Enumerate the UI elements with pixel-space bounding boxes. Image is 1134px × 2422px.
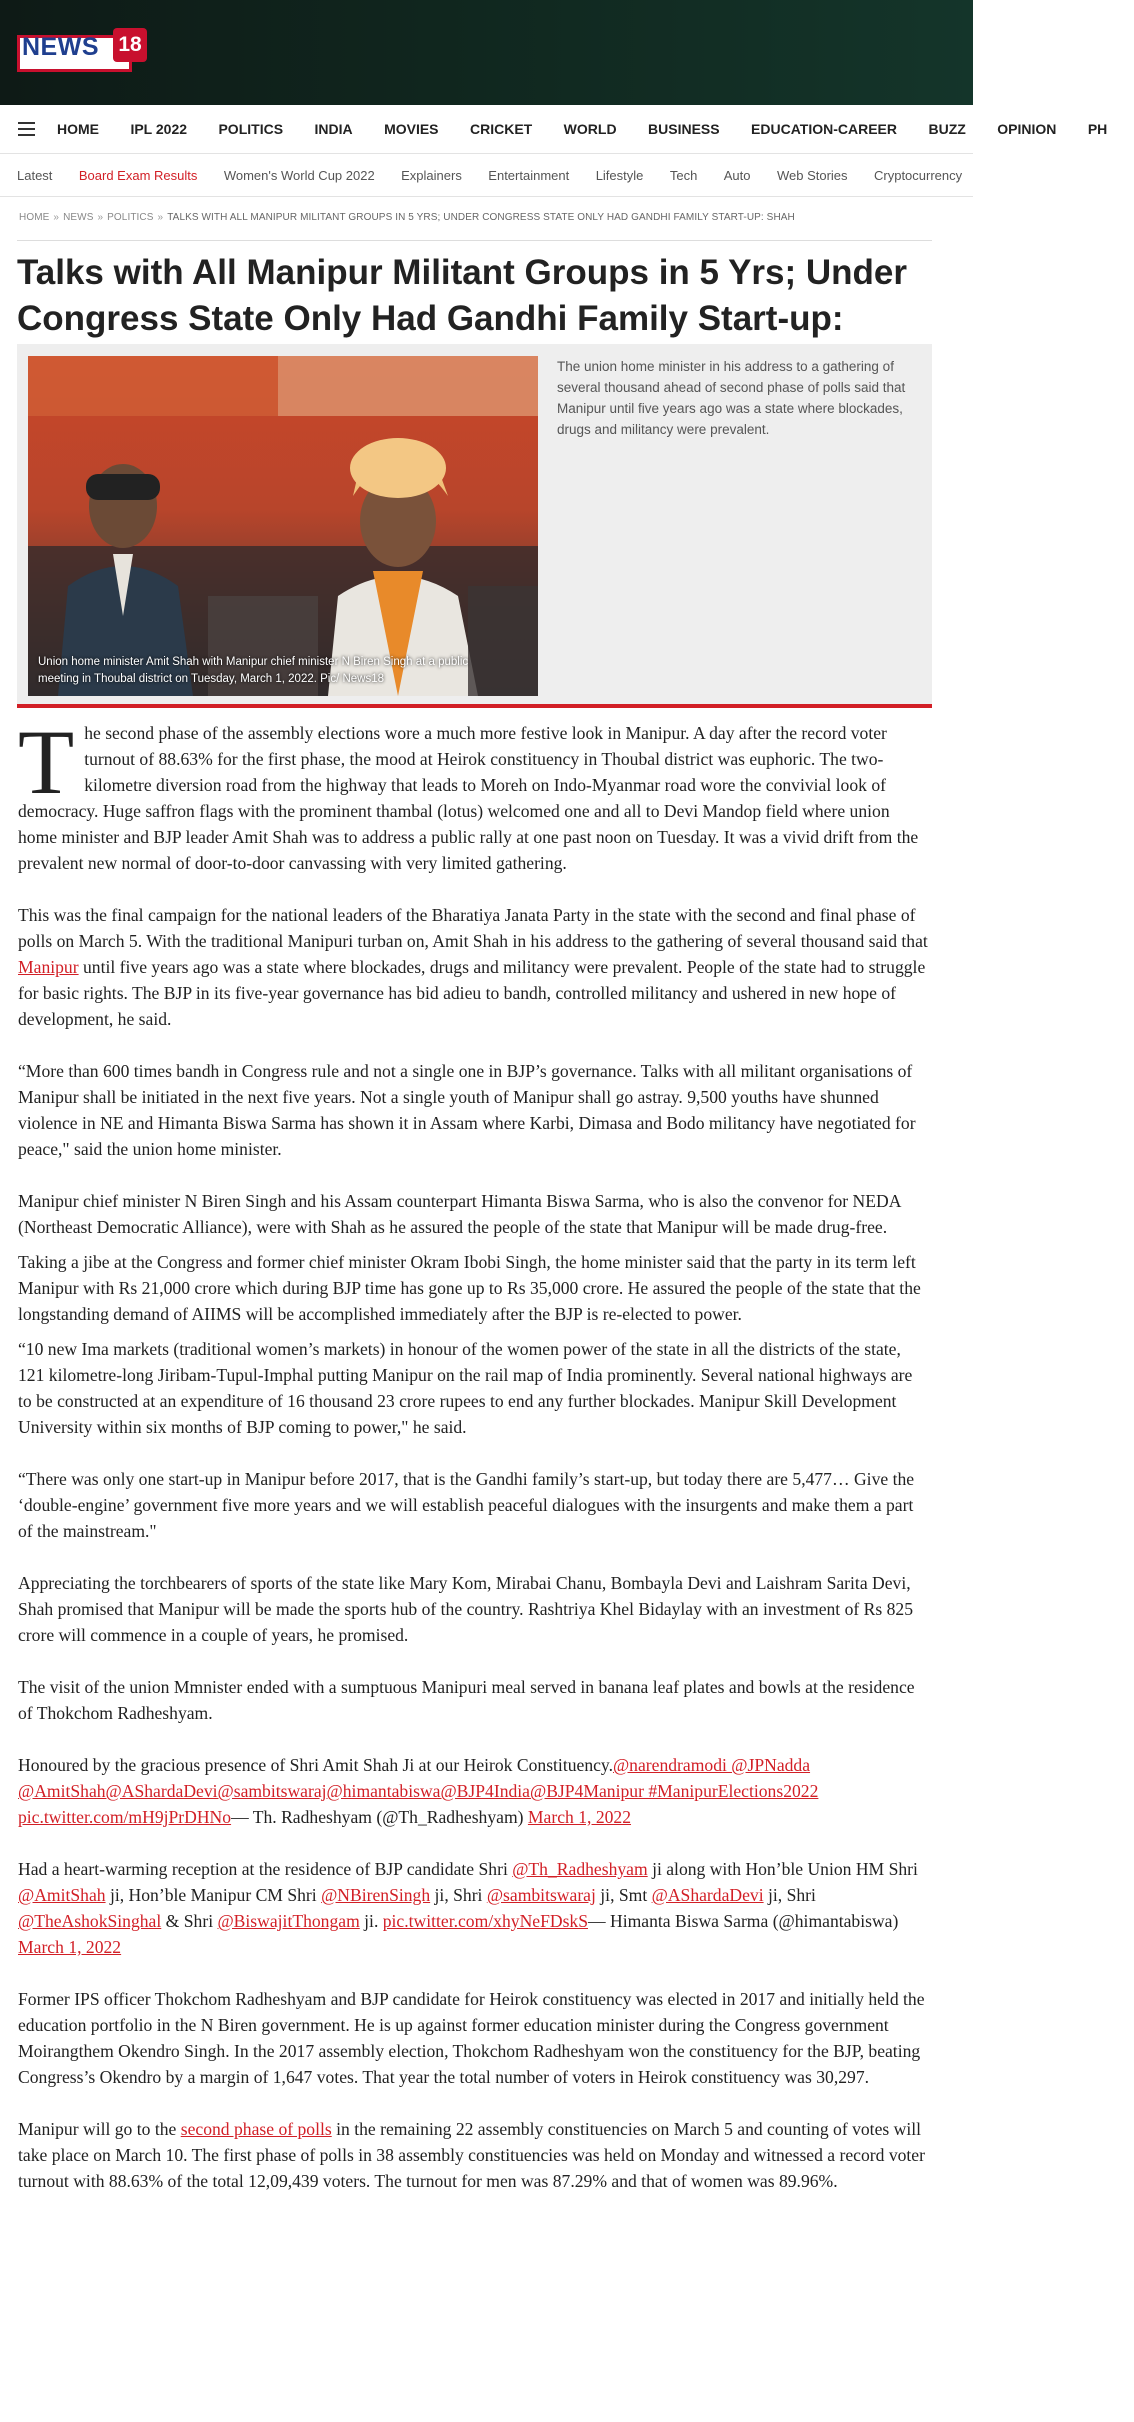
tweet-pic-link[interactable]: pic.twitter.com/xhyNeFDskS xyxy=(382,1911,588,1931)
nav-item-buzz[interactable]: BUZZ xyxy=(928,121,966,137)
hero-photo-illustration xyxy=(28,356,538,696)
paragraph-text: he second phase of the assembly elections wore a much more festive look in Manipur. A day after the record voter turnout of 88.63% for the first phase, the mood at Heirok constituency in Thoubal district was euphoric. The two-kilometre diversion road from the highway that leads to Moreh on Indo-Myanmar road wore the convivial look of democracy. Huge saffron flags with the prominent thambal (lotus) welcomed one and all to Devi Mandop field where union home minister and BJP leader Amit Shah was to address a public rally at one past noon on Tuesday. It was a vivid drift from the prevalent new normal of door-to-door canvassing with very limited gathering. xyxy=(18,723,919,873)
tweet-mention-link[interactable]: @NBirenSingh xyxy=(321,1885,431,1905)
article-paragraph: “10 new Ima markets (traditional women’s markets) in honour of the women power of the state in all the districts of the state, 121 kilometre-long Jiribam-Tupul-Imphal putting Manipur on the rail map of India prominently. Several national highways are to be constructed at an expenditure of 16 thousand 23 crore rupees to end any further blockades. Manipur Skill Development University within six months of BJP coming to power," he said. xyxy=(18,1339,913,1437)
subnav-item-womens-world-cup[interactable]: Women's World Cup 2022 xyxy=(223,168,375,183)
article-paragraph xyxy=(18,711,930,876)
hero-image[interactable] xyxy=(28,356,538,696)
article-paragraph: Taking a jibe at the Congress and former chief minister Okram Ibobi Singh, the home minister said that the party in its term left Manipur with Rs 21,000 crore which during BJP time has gone up to Rs 35,000 crore. He assured the people of the state that the longstanding demand of AIIMS will be accomplished immediately after the BJP is re-elected to power. xyxy=(18,1252,921,1324)
subnav-item-lifestyle[interactable]: Lifestyle xyxy=(595,168,644,183)
tweet-text: Honoured by the gracious presence of Shri Amit Shah Ji at our Heirok Constituency. xyxy=(18,1755,613,1775)
tweet-text: Had a heart-warming reception at the residence of BJP candidate Shri xyxy=(18,1859,513,1879)
tweet-author: — Himanta Biswa Sarma (@himantabiswa) xyxy=(588,1911,899,1931)
article-paragraph xyxy=(18,2116,930,2194)
nav-item-politics[interactable]: POLITICS xyxy=(218,121,284,137)
main-nav-list xyxy=(57,105,1134,154)
breadcrumb-politics[interactable]: POLITICS xyxy=(107,212,154,223)
menu-icon[interactable] xyxy=(18,122,35,136)
tweet-text: ji, Hon’ble Manipur CM Shri xyxy=(105,1885,322,1905)
tweet-author: — Th. Radheshyam (@Th_Radheshyam) xyxy=(231,1807,528,1827)
tweet-text: ji, Shri xyxy=(430,1885,487,1905)
tweet-mention-link[interactable]: @BiswajitThongam xyxy=(217,1911,360,1931)
article-summary: The union home minister in his address to a gathering of several thousand ahead of second phase of polls said that Manipur until five years ago was a state where blockades, drugs and militancy were prevalent. xyxy=(557,359,906,437)
tweet-text: ji along with Hon’ble Union HM Shri xyxy=(647,1859,918,1879)
breadcrumb-news[interactable]: NEWS xyxy=(63,212,94,223)
subnav-item-auto[interactable]: Auto xyxy=(723,168,751,183)
nav-item-ipl[interactable]: IPL 2022 xyxy=(130,121,188,137)
tweet-mention-link[interactable]: @sambitswaraj xyxy=(486,1885,596,1905)
subnav-item-tech[interactable]: Tech xyxy=(669,168,698,183)
article-paragraph: “More than 600 times bandh in Congress rule and not a single one in BJP’s governance. Talks with all militant organisations of Manipur shall be initiated in the next five years. Not a single youth of Manipur shall go astray. 9,500 youths have shunned violence in NE and Himanta Biswa Sarma has shown it in Assam where Karbi, Dimasa and Bodo militancy have negotiated for peace," said the union home minister. xyxy=(18,1061,916,1159)
page-title: Talks with All Manipur Militant Groups in 5 Yrs; Under Congress State Only Had Gandhi Family Start-up: xyxy=(17,253,908,338)
subnav-item-board-exam-results[interactable]: Board Exam Results xyxy=(78,168,198,183)
tweet-date-link[interactable]: March 1, 2022 xyxy=(18,1937,122,1957)
sub-nav xyxy=(0,155,973,197)
paragraph-text: Manipur will go to the xyxy=(18,2119,181,2139)
article-paragraph: Manipur chief minister N Biren Singh and his Assam counterpart Himanta Biswa Sarma, who is also the convenor for NEDA (Northeast Democratic Alliance), were with Shah as he assured the people of the state that Manipur will be made drug-free. xyxy=(18,1191,901,1237)
nav-item-india[interactable]: INDIA xyxy=(314,121,353,137)
hero-divider xyxy=(17,704,932,708)
nav-item-world[interactable]: WORLD xyxy=(563,121,617,137)
subnav-item-cryptocurrency[interactable]: Cryptocurrency xyxy=(874,168,963,183)
article-paragraph xyxy=(18,902,930,1032)
breadcrumb-separator: » xyxy=(157,212,164,223)
subnav-item-entertainment[interactable]: Entertainment xyxy=(488,168,570,183)
nav-item-cricket[interactable]: CRICKET xyxy=(469,121,533,137)
tweet-mention-link[interactable]: @Th_Radheshyam xyxy=(512,1859,648,1879)
paragraph-text: until five years ago was a state where blockades, drugs and militancy were prevalent. People of the state had to struggle for basic rights. The BJP in its five-year governance has bid adieu to bandh, controlled militancy and ushered in new hope of development, he said. xyxy=(18,957,926,1029)
subnav-item-web-stories[interactable]: Web Stories xyxy=(776,168,848,183)
article-paragraph: The visit of the union Mmnister ended with a sumptuous Manipuri meal served in banana leaf plates and bowls at the residence of Thokchom Radheshyam. xyxy=(18,1677,915,1723)
tweet-handles-link[interactable]: @narendramodi @JPNadda @AmitShah@AShardaDevi@sambitswaraj@himantabiswa@BJP4India@BJP4Manipur #ManipurElections2022 pic.twitter.com/mH9jPrDHNo xyxy=(18,1755,819,1827)
manipur-link[interactable]: Manipur xyxy=(18,957,79,977)
hero-section xyxy=(17,344,932,704)
breadcrumb-divider xyxy=(17,240,932,241)
tweet-mention-link[interactable]: @AmitShah xyxy=(18,1885,106,1905)
tweet-text: ji, Smt xyxy=(595,1885,652,1905)
subnav-item-explainers[interactable]: Explainers xyxy=(401,168,462,183)
logo-number: 18 xyxy=(113,28,147,62)
article-paragraph: Appreciating the torchbearers of sports of the state like Mary Kom, Mirabai Chanu, Bombayla Devi and Laishram Sarita Devi, Shah promised that Manipur will be made the sports hub of the country. Rashtriya Khel Bidaylay with an investment of Rs 825 crore will commence in a couple of years, he promised. xyxy=(18,1573,914,1645)
drop-cap: T xyxy=(18,711,75,813)
tweet-text: ji. xyxy=(359,1911,383,1931)
tweet-text: ji, Shri xyxy=(763,1885,816,1905)
nav-item-home[interactable]: HOME xyxy=(57,121,99,137)
embedded-tweet xyxy=(18,1856,930,1960)
nav-item-movies[interactable]: MOVIES xyxy=(384,121,439,137)
sub-nav-list xyxy=(17,155,984,197)
tweet-mention-link[interactable]: @AShardaDevi xyxy=(651,1885,764,1905)
tweet-date-link[interactable]: March 1, 2022 xyxy=(527,1807,632,1827)
nav-item-education-career[interactable]: EDUCATION-CAREER xyxy=(751,121,898,137)
second-phase-link[interactable]: second phase of polls xyxy=(180,2119,332,2139)
breadcrumb-home[interactable]: HOME xyxy=(19,212,50,223)
breadcrumb-current: TALKS WITH ALL MANIPUR MILITANT GROUPS IN 5 YRS; UNDER CONGRESS STATE ONLY HAD GANDHI FAMILY START-UP: SHAH xyxy=(167,212,795,223)
paragraph-text: in the remaining 22 assembly constituencies on March 5 and counting of votes will take place on March 10. The first phase of polls in 38 assembly constituencies was held on Monday and witnessed a record voter turnout with 88.63% of the total 12,09,439 voters. The turnout for men was 87.29% and that of women was 89.96%. xyxy=(18,2119,925,2191)
tweet-mention-link[interactable]: @TheAshokSinghal xyxy=(18,1911,162,1931)
nav-item-opinion[interactable]: OPINION xyxy=(997,121,1057,137)
main-nav xyxy=(0,105,1108,154)
logo-text: NEWS xyxy=(22,33,99,61)
article-paragraph: Former IPS officer Thokchom Radheshyam and BJP candidate for Heirok constituency was elected in 2017 and initially held the education portfolio in the N Biren government. He is up against former education minister during the Congress government Moirangthem Okendro Singh. In the 2017 assembly election, Thokchom Radheshyam won the constituency for the BJP, beating Congress’s Okendro by a margin of 1,647 votes. That year the total number of voters in Heirok constituency was 30,297. xyxy=(18,1989,925,2087)
embedded-tweet xyxy=(18,1752,930,1830)
top-header xyxy=(0,0,973,105)
article-paragraph: “There was only one start-up in Manipur before 2017, that is the Gandhi family’s start-up, but today there are 5,477… Give the ‘double-engine’ government five more years and we will establish peaceful dialogues with the insurgents and make them a part of the mainstream." xyxy=(18,1469,915,1541)
nav-item-photos[interactable]: PH xyxy=(1087,121,1108,137)
breadcrumb-separator: » xyxy=(53,212,60,223)
breadcrumb-separator: » xyxy=(97,212,104,223)
nav-item-business[interactable]: BUSINESS xyxy=(648,121,720,137)
article-body xyxy=(18,711,930,2194)
subnav-item-latest[interactable]: Latest xyxy=(17,168,53,183)
tweet-text: & Shri xyxy=(161,1911,218,1931)
breadcrumb xyxy=(19,212,795,223)
paragraph-text: This was the final campaign for the national leaders of the Bharatiya Janata Party in the state with the second and final phase of polls on March 5. With the traditional Manipuri turban on, Amit Shah in his address to the gathering of several thousand said that xyxy=(18,905,928,951)
hero-caption: Union home minister Amit Shah with Manipur chief minister N Biren Singh at a public meeting in Thoubal district on Tuesday, March 1, 2022. Pic/ News18 xyxy=(38,656,469,685)
